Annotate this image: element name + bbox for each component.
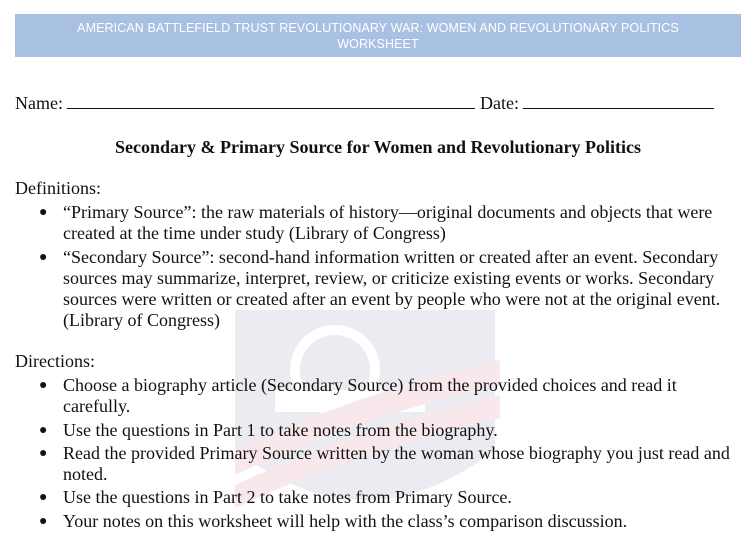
direction-text: Read the provided Primary Source written by the woman whose biography you just read and noted. [63, 442, 730, 485]
date-label: Date: [479, 93, 519, 113]
definition-item [39, 246, 743, 332]
worksheet-header-band [15, 14, 741, 57]
bullet-icon: ● [39, 422, 48, 438]
bullet-icon: ● [39, 490, 48, 506]
definition-secondary-text: “Secondary Source”: second-hand information written or created after an event. Secondary sources may summarize, interpret, review, or criticize existing events or works. Secondary sources were written or created after an event by people who were not at the original event. (Library of Congress) [63, 246, 721, 331]
worksheet-header-text: AMERICAN BATTLEFIELD TRUST REVOLUTIONARY WAR: WOMEN AND REVOLUTIONARY POLITICS WORKSHEET [77, 20, 679, 51]
directions-label: Directions: [15, 351, 95, 371]
bullet-icon: ● [39, 513, 48, 529]
name-field[interactable] [67, 93, 475, 109]
worksheet-title: Secondary & Primary Source for Women and Revolutionary Politics [115, 137, 641, 157]
direction-text: Use the questions in Part 1 to take notes from the biography. [63, 419, 498, 440]
date-field[interactable] [523, 93, 714, 109]
direction-item [39, 375, 743, 418]
definitions-label: Definitions: [15, 178, 101, 198]
bullet-icon: ● [39, 249, 48, 265]
bullet-icon: ● [39, 378, 48, 393]
direction-item [39, 510, 743, 532]
directions-list [39, 375, 743, 534]
direction-text: Your notes on this worksheet will help with the class’s comparison discussion. [63, 510, 628, 531]
definition-item [39, 202, 743, 245]
name-date-row [15, 92, 714, 114]
bullet-icon: ● [39, 445, 48, 461]
direction-item [39, 487, 743, 508]
direction-text: Use the questions in Part 2 to take notes from Primary Source. [63, 487, 512, 508]
bullet-icon: ● [39, 205, 48, 220]
name-label: Name: [15, 93, 63, 113]
definitions-list [39, 202, 743, 334]
direction-item [39, 419, 743, 441]
direction-text: Choose a biography article (Secondary Source) from the provided choices and read it carefully. [63, 375, 677, 417]
definition-primary-text: “Primary Source”: the raw materials of history—original documents and objects that were created at the time under study (Library of Congress) [63, 202, 713, 244]
direction-item [39, 442, 743, 486]
